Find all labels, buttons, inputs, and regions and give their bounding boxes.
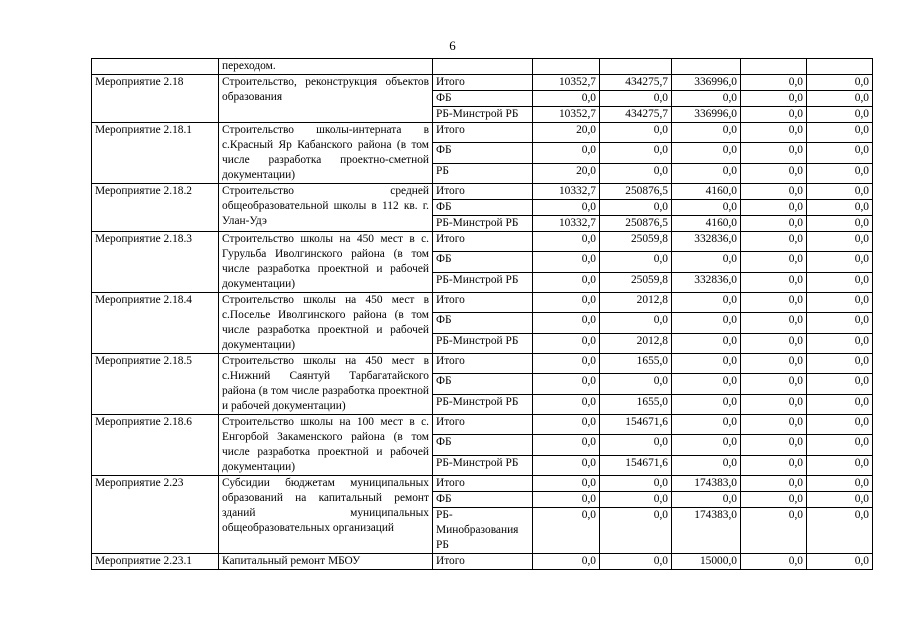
table-row [92, 293, 873, 313]
amount-cell: 154671,6 [600, 415, 672, 435]
amount-cell: 0,0 [807, 216, 873, 232]
amount-cell: 0,0 [672, 374, 741, 394]
page-number: 6 [449, 38, 456, 53]
amount-cell: 0,0 [533, 354, 600, 374]
funding-source: Итого [433, 75, 533, 91]
amount-cell: 0,0 [807, 554, 873, 570]
funding-source: ФБ [433, 143, 533, 163]
amount-cell: 0,0 [807, 455, 873, 475]
amount-cell: 0,0 [741, 508, 807, 554]
measure-code: Мероприятие 2.18 [92, 75, 219, 123]
funding-source: Итого [433, 123, 533, 143]
amount-cell: 332836,0 [672, 272, 741, 292]
amount-cell: 0,0 [807, 476, 873, 492]
continuation-text: переходом. [219, 59, 433, 75]
amount-cell: 0,0 [600, 200, 672, 216]
amount-cell: 0,0 [533, 200, 600, 216]
amount-cell: 0,0 [741, 200, 807, 216]
amount-cell: 0,0 [533, 91, 600, 107]
amount-cell: 0,0 [672, 252, 741, 272]
amount-cell: 0,0 [672, 455, 741, 475]
amount-cell: 174383,0 [672, 508, 741, 554]
amount-cell: 0,0 [741, 333, 807, 353]
funding-source: ФБ [433, 313, 533, 333]
funding-source: РБ-Минстрой РБ [433, 455, 533, 475]
amount-cell: 20,0 [533, 163, 600, 183]
funding-source: РБ-Минстрой РБ [433, 216, 533, 232]
funding-source: Итого [433, 554, 533, 570]
amount-cell: 0,0 [533, 415, 600, 435]
amount-cell: 0,0 [600, 374, 672, 394]
amount-cell: 434275,7 [600, 75, 672, 91]
measure-description: Строительство школы-интерната в с.Красный Яр Кабанского района (в том числе разработка проектно-сметной документации) [219, 123, 433, 184]
funding-source: РБ-Минобразования РБ [433, 508, 533, 554]
amount-cell: 0,0 [807, 333, 873, 353]
amount-cell: 0,0 [741, 455, 807, 475]
amount-cell: 336996,0 [672, 107, 741, 123]
funding-source: Итого [433, 293, 533, 313]
amount-cell: 0,0 [807, 293, 873, 313]
amount-cell: 0,0 [741, 107, 807, 123]
amount-cell: 0,0 [741, 313, 807, 333]
amount-cell: 0,0 [533, 435, 600, 455]
funding-source: ФБ [433, 91, 533, 107]
amount-cell: 0,0 [741, 354, 807, 374]
measure-code: Мероприятие 2.18.4 [92, 293, 219, 354]
measure-description: Строительство школы на 450 мест в с.Нижний Саянтуй Тарбагатайского района (в том числе разработка проектной и рабочей документации) [219, 354, 433, 415]
table-row [92, 354, 873, 374]
amount-cell: 0,0 [672, 293, 741, 313]
amount-cell: 0,0 [672, 313, 741, 333]
amount-cell: 0,0 [807, 508, 873, 554]
measure-code: Мероприятие 2.18.2 [92, 184, 219, 232]
amount-cell: 0,0 [600, 313, 672, 333]
amount-cell: 25059,8 [600, 232, 672, 252]
funding-source: РБ-Минстрой РБ [433, 333, 533, 353]
amount-cell: 0,0 [741, 216, 807, 232]
amount-cell: 0,0 [807, 492, 873, 508]
amount-cell: 2012,8 [600, 293, 672, 313]
amount-cell: 0,0 [741, 415, 807, 435]
amount-cell: 0,0 [533, 232, 600, 252]
amount-cell: 25059,8 [600, 272, 672, 292]
amount-cell: 0,0 [600, 91, 672, 107]
amount-cell: 336996,0 [672, 75, 741, 91]
funding-source: ФБ [433, 374, 533, 394]
amount-cell: 0,0 [600, 252, 672, 272]
amount-cell: 0,0 [672, 333, 741, 353]
amount-cell: 0,0 [533, 554, 600, 570]
amount-cell: 20,0 [533, 123, 600, 143]
amount-cell: 0,0 [533, 252, 600, 272]
amount-cell: 0,0 [807, 354, 873, 374]
funding-source: ФБ [433, 492, 533, 508]
amount-cell: 0,0 [807, 143, 873, 163]
amount-cell: 0,0 [600, 508, 672, 554]
funding-source: Итого [433, 415, 533, 435]
amount-cell: 10352,7 [533, 107, 600, 123]
amount-cell: 0,0 [672, 143, 741, 163]
table-row [92, 123, 873, 143]
amount-cell: 154671,6 [600, 455, 672, 475]
amount-cell: 0,0 [672, 163, 741, 183]
amount-cell: 0,0 [533, 394, 600, 414]
amount-cell: 0,0 [533, 492, 600, 508]
measure-description: Строительство школы на 100 мест в с. Енгорбой Закаменского района (в том числе разработка проектной и рабочей документации) [219, 415, 433, 476]
amount-cell: 0,0 [807, 75, 873, 91]
amount-cell: 0,0 [741, 91, 807, 107]
amount-cell: 0,0 [807, 252, 873, 272]
amount-cell: 0,0 [672, 394, 741, 414]
table-row [92, 184, 873, 200]
measure-description: Строительство школы на 450 мест в с. Гурульба Иволгинского района (в том числе разработка проектной и рабочей документации) [219, 232, 433, 293]
amount-cell: 0,0 [600, 143, 672, 163]
measure-description: Строительство, реконструкция объектов образования [219, 75, 433, 123]
amount-cell: 174383,0 [672, 476, 741, 492]
funding-source: Итого [433, 232, 533, 252]
amount-cell: 0,0 [741, 184, 807, 200]
amount-cell: 1655,0 [600, 394, 672, 414]
amount-cell: 0,0 [600, 123, 672, 143]
amount-cell: 0,0 [741, 232, 807, 252]
amount-cell: 0,0 [741, 374, 807, 394]
table-row [92, 75, 873, 91]
amount-cell: 2012,8 [600, 333, 672, 353]
amount-cell: 10352,7 [533, 75, 600, 91]
amount-cell: 0,0 [741, 123, 807, 143]
amount-cell: 0,0 [807, 232, 873, 252]
amount-cell: 0,0 [741, 252, 807, 272]
amount-cell: 0,0 [533, 313, 600, 333]
amount-cell: 0,0 [533, 508, 600, 554]
table-row [92, 554, 873, 570]
measure-description: Субсидии бюджетам муниципальных образований на капитальный ремонт зданий муниципальных общеобразовательных организаций [219, 476, 433, 554]
funding-source: ФБ [433, 252, 533, 272]
amount-cell: 0,0 [672, 415, 741, 435]
amount-cell: 0,0 [807, 107, 873, 123]
measure-code: Мероприятие 2.18.3 [92, 232, 219, 293]
amount-cell: 0,0 [741, 272, 807, 292]
amount-cell: 0,0 [741, 476, 807, 492]
measure-code: Мероприятие 2.23 [92, 476, 219, 554]
measure-code: Мероприятие 2.18.6 [92, 415, 219, 476]
amount-cell: 0,0 [672, 492, 741, 508]
amount-cell: 0,0 [672, 200, 741, 216]
amount-cell: 0,0 [741, 143, 807, 163]
amount-cell: 0,0 [533, 272, 600, 292]
funding-source: ФБ [433, 200, 533, 216]
amount-cell: 250876,5 [600, 184, 672, 200]
amount-cell: 0,0 [672, 123, 741, 143]
amount-cell: 0,0 [807, 163, 873, 183]
amount-cell: 0,0 [807, 91, 873, 107]
amount-cell: 0,0 [533, 455, 600, 475]
amount-cell: 0,0 [741, 163, 807, 183]
amount-cell: 0,0 [672, 91, 741, 107]
amount-cell: 0,0 [533, 333, 600, 353]
amount-cell: 0,0 [600, 163, 672, 183]
amount-cell: 0,0 [807, 394, 873, 414]
amount-cell: 0,0 [600, 435, 672, 455]
funding-source: РБ-Минстрой РБ [433, 107, 533, 123]
budget-table [91, 58, 873, 570]
funding-source: ФБ [433, 435, 533, 455]
funding-source: РБ-Минстрой РБ [433, 272, 533, 292]
amount-cell: 0,0 [807, 200, 873, 216]
amount-cell: 0,0 [741, 293, 807, 313]
amount-cell: 4160,0 [672, 216, 741, 232]
amount-cell: 250876,5 [600, 216, 672, 232]
amount-cell: 0,0 [807, 374, 873, 394]
measure-description: Строительство средней общеобразовательной школы в 112 кв. г. Улан-Удэ [219, 184, 433, 232]
amount-cell: 0,0 [807, 415, 873, 435]
amount-cell: 0,0 [533, 476, 600, 492]
amount-cell: 332836,0 [672, 232, 741, 252]
measure-code: Мероприятие 2.18.1 [92, 123, 219, 184]
table-row [92, 415, 873, 435]
funding-source: РБ-Минстрой РБ [433, 394, 533, 414]
amount-cell: 0,0 [741, 394, 807, 414]
amount-cell: 1655,0 [600, 354, 672, 374]
measure-code: Мероприятие 2.23.1 [92, 554, 219, 570]
amount-cell: 434275,7 [600, 107, 672, 123]
funding-source: Итого [433, 476, 533, 492]
amount-cell: 0,0 [741, 75, 807, 91]
amount-cell: 10332,7 [533, 216, 600, 232]
amount-cell: 0,0 [533, 143, 600, 163]
amount-cell: 0,0 [533, 293, 600, 313]
measure-description: Строительство школы на 450 мест в с.Поселье Иволгинского района (в том числе разработка проектной и рабочей документации) [219, 293, 433, 354]
funding-source: Итого [433, 354, 533, 374]
amount-cell: 0,0 [672, 435, 741, 455]
measure-code: Мероприятие 2.18.5 [92, 354, 219, 415]
amount-cell: 0,0 [807, 184, 873, 200]
amount-cell: 0,0 [741, 435, 807, 455]
amount-cell: 0,0 [807, 123, 873, 143]
amount-cell: 4160,0 [672, 184, 741, 200]
continuation-row [92, 59, 873, 75]
amount-cell: 0,0 [600, 554, 672, 570]
amount-cell: 10332,7 [533, 184, 600, 200]
amount-cell: 0,0 [600, 476, 672, 492]
amount-cell: 0,0 [807, 272, 873, 292]
table-row [92, 476, 873, 492]
amount-cell: 0,0 [600, 492, 672, 508]
funding-source: РБ [433, 163, 533, 183]
amount-cell: 0,0 [741, 554, 807, 570]
table-row [92, 232, 873, 252]
funding-source: Итого [433, 184, 533, 200]
amount-cell: 0,0 [533, 374, 600, 394]
amount-cell: 0,0 [741, 492, 807, 508]
amount-cell: 0,0 [672, 354, 741, 374]
code-cell [92, 59, 219, 75]
amount-cell: 0,0 [807, 313, 873, 333]
amount-cell: 15000,0 [672, 554, 741, 570]
amount-cell: 0,0 [807, 435, 873, 455]
measure-description: Капитальный ремонт МБОУ [219, 554, 433, 570]
